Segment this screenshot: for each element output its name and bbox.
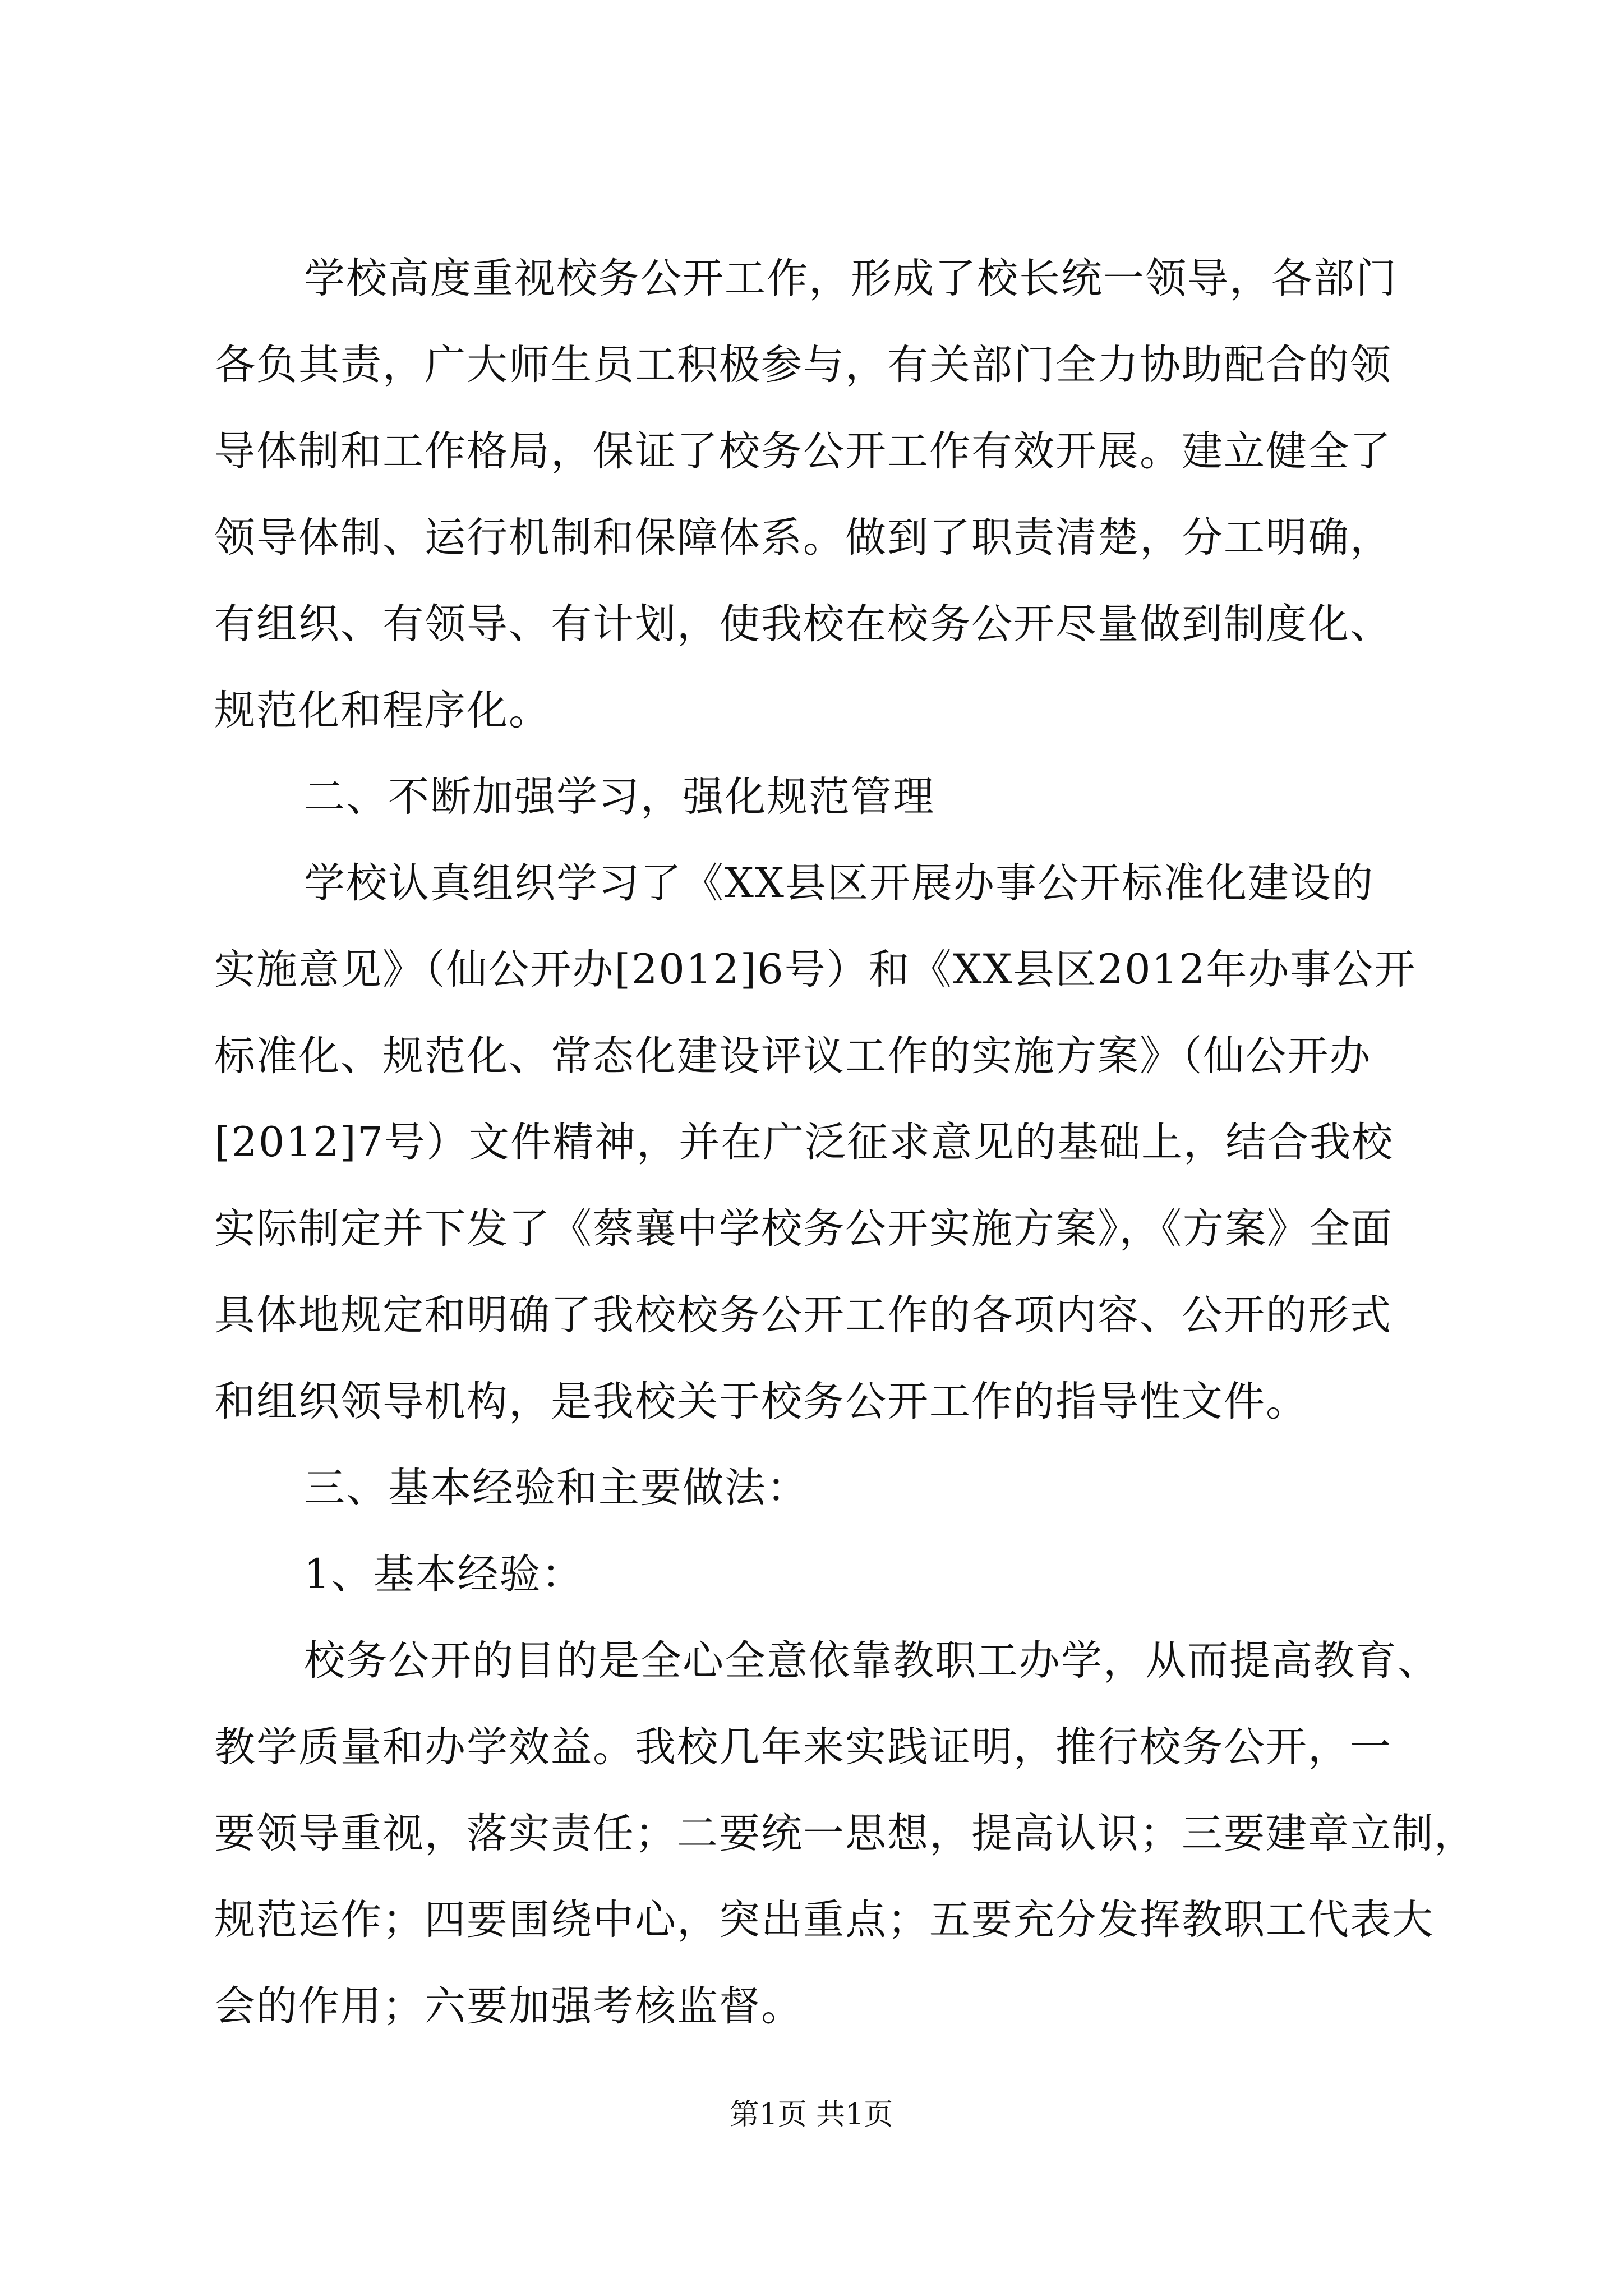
paragraph-line: [2012]7号）文件精神，并在广泛征求意见的基础上，结合我校 bbox=[214, 1119, 1394, 1166]
paragraph-line: 规范化和程序化。 bbox=[214, 687, 551, 734]
paragraph-line: 学校高度重视校务公开工作，形成了校长统一领导，各部门 bbox=[304, 255, 1398, 302]
paragraph-line: 要领导重视，落实责任；二要统一思想，提高认识；三要建章立制， bbox=[214, 1810, 1476, 1857]
paragraph-line: 会的作用；六要加强考核监督。 bbox=[214, 1982, 803, 2030]
document-body bbox=[214, 236, 1476, 2050]
paragraph-line: 实际制定并下发了《蔡襄中学校务公开实施方案》，《方案》全面 bbox=[214, 1205, 1393, 1253]
paragraph-line: 实施意见》（仙公开办[2012]6号）和《XX县区2012年办事公开 bbox=[214, 946, 1417, 993]
paragraph-line: 有组织、有领导、有计划，使我校在校务公开尽量做到制度化、 bbox=[214, 600, 1392, 648]
paragraph-line: 校务公开的目的是全心全意依靠教职工办学，从而提高教育、 bbox=[304, 1637, 1440, 1685]
paragraph-line: 导体制和工作格局，保证了校务公开工作有效开展。建立健全了 bbox=[214, 427, 1392, 475]
paragraph-line: 和组织领导机构，是我校关于校务公开工作的指导性文件。 bbox=[214, 1378, 1308, 1425]
paragraph-line: 学校认真组织学习了《XX县区开展办事公开标准化建设的 bbox=[304, 859, 1374, 907]
paragraph-line: 各负其责，广大师生员工积极参与，有关部门全力协助配合的领 bbox=[214, 341, 1392, 389]
section-heading: 二、不断加强学习，强化规范管理 bbox=[304, 773, 935, 821]
subsection-heading: 1、基本经验： bbox=[304, 1550, 584, 1598]
paragraph-line: 标准化、规范化、常态化建设评议工作的实施方案》（仙公开办 bbox=[214, 1032, 1372, 1080]
paragraph-line: 教学质量和办学效益。我校几年来实践证明，推行校务公开，一 bbox=[214, 1723, 1392, 1771]
paragraph-line: 具体地规定和明确了我校校务公开工作的各项内容、公开的形式 bbox=[214, 1291, 1392, 1339]
paragraph-line: 领导体制、运行机制和保障体系。做到了职责清楚，分工明确， bbox=[214, 514, 1392, 562]
section-heading: 三、基本经验和主要做法： bbox=[304, 1464, 809, 1512]
paragraph-line: 规范运作；四要围绕中心，突出重点；五要充分发挥教职工代表大 bbox=[214, 1896, 1434, 1944]
page-number-footer: 第1页 共1页 bbox=[730, 2098, 893, 2132]
